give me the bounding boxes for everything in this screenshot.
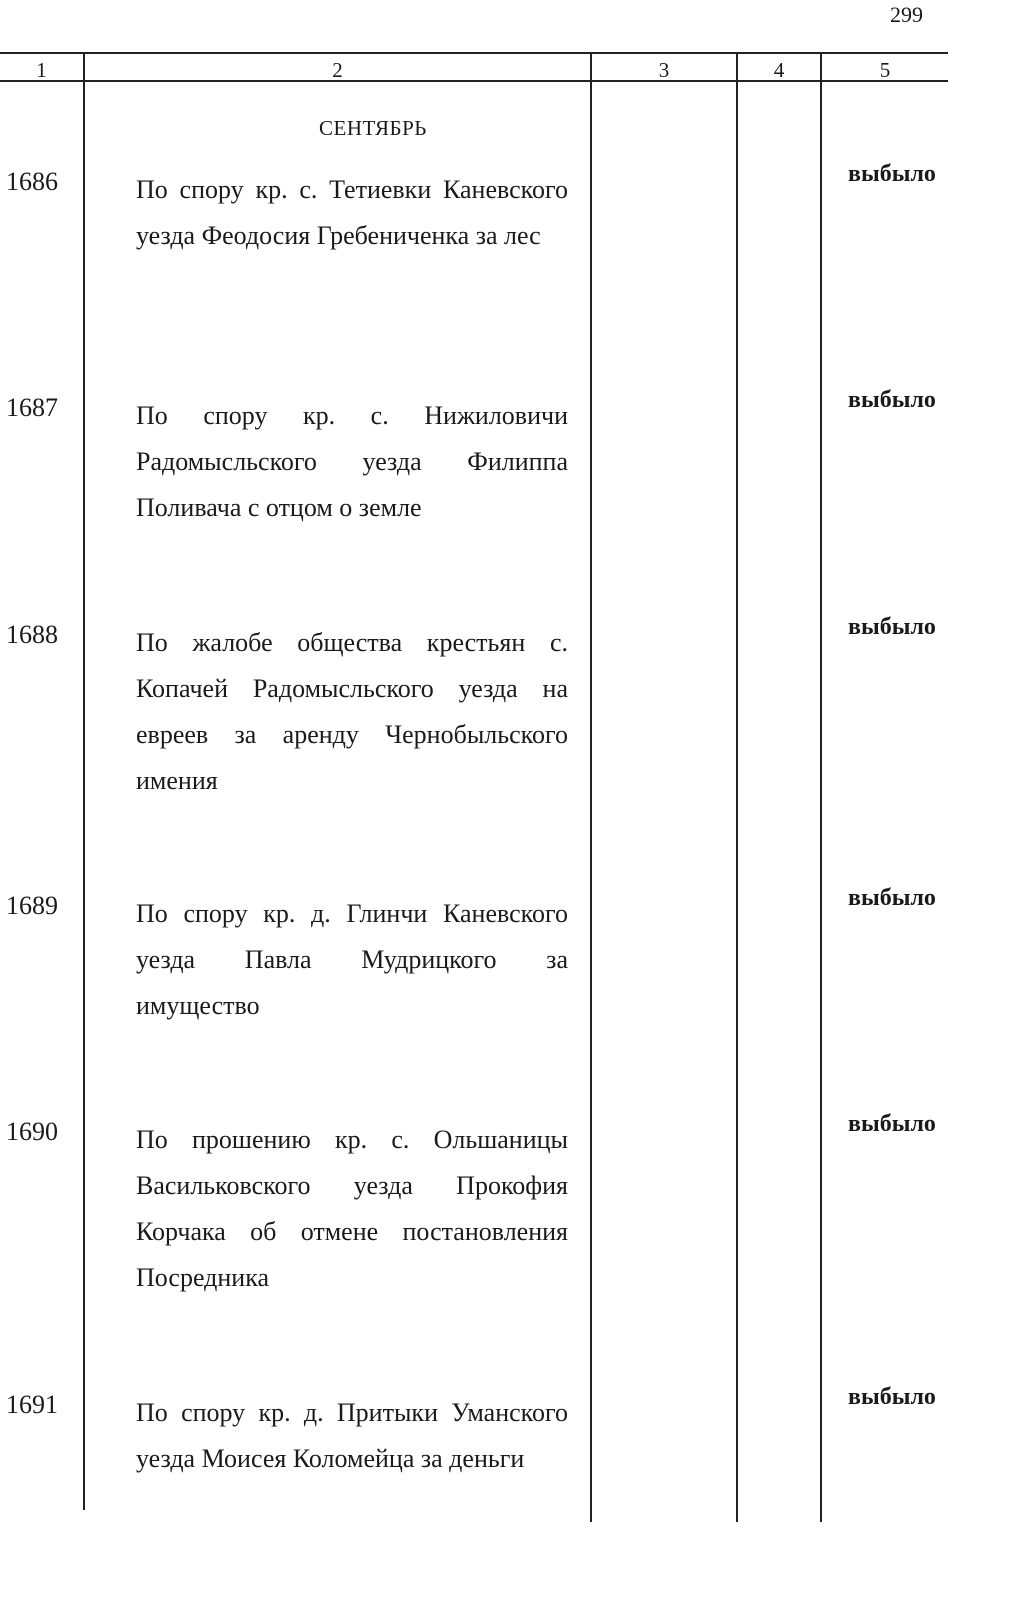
row-text: По спору кр. с. Тетиевки Каневского уезда Феодосия Гребениченка за лес [136,175,568,250]
table-top-border [0,52,948,54]
row-number: 1691 [6,1390,58,1419]
row-status: выбыло [848,387,936,413]
section-title: СЕНТЯБРЬ [319,116,427,140]
row-status: выбыло [848,1111,936,1137]
row-status: выбыло [848,614,936,640]
column-header-2: 2 [332,58,343,82]
row-text: По жалобе общества крестьян с. Копачей Радомысльского уезда на евреев за аренду Чернобыльского имения [136,628,568,795]
column-header-1: 1 [36,58,47,82]
row-status: выбыло [848,161,936,187]
row-text: По спору кр. д. Притыки Уманского уезда Моисея Коломейца за деньги [136,1398,568,1473]
row-text: По спору кр. д. Глинчи Каневского уезда Павла Мудрицкого за имущество [136,899,568,1020]
row-number: 1688 [6,620,58,649]
row-number: 1690 [6,1117,58,1146]
column-divider-2 [590,52,592,1522]
column-divider-4 [820,52,822,1522]
page-number: 299 [890,2,923,27]
column-divider-3 [736,52,738,1522]
row-number: 1689 [6,891,58,920]
row-number: 1686 [6,167,58,196]
column-header-5: 5 [879,58,891,82]
row-number: 1687 [6,393,58,422]
column-divider-1 [83,52,85,1510]
column-header-4: 4 [773,58,785,82]
row-status: выбыло [848,1384,936,1410]
column-header-3: 3 [658,58,670,82]
row-text: По спору кр. с. Нижиловичи Радомысльского уезда Филиппа Поливача с отцом о земле [136,401,568,522]
row-text: По прошению кр. с. Ольшаницы Васильковского уезда Прокофия Корчака об отмене постановления Посредника [136,1125,568,1292]
row-status: выбыло [848,885,936,911]
